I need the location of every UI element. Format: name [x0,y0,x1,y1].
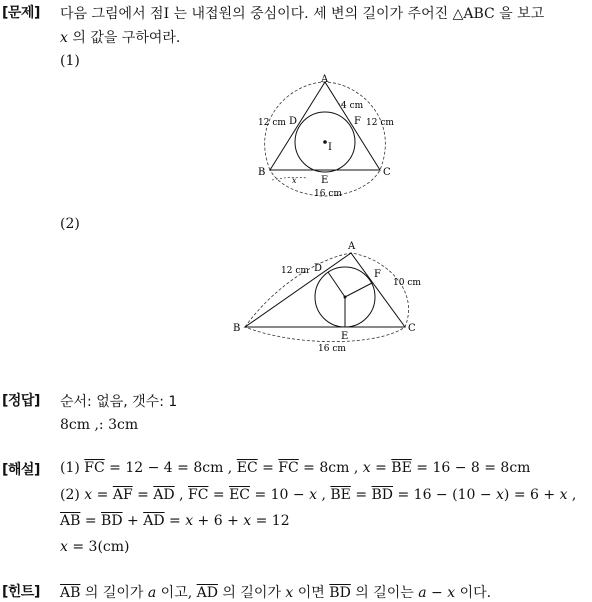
fig1-center-point [323,140,327,144]
answer-line-1: 순서: 없음, 갯수: 1 [60,394,178,410]
fig2-len-right: 10 cm [393,278,421,288]
solution-line-3: $\overline{AB} = \overline{BD} + \overline{AD} = x + 6 + x = 12$ [60,513,290,529]
answer-label: [정답] [2,393,40,409]
fig1-vertex-a: A [321,74,329,85]
fig1-point-e: E [321,175,329,186]
figure-2 [230,238,430,358]
fig2-triangle [245,253,405,327]
fig2-point-f: F [374,269,381,280]
fig1-vertex-b: B [258,167,266,178]
fig2-len-bottom: 16 cm [318,344,346,354]
fig1-len-bottom: 16 cm [314,189,342,199]
fig1-point-d: D [289,116,298,127]
fig2-vertex-c: C [408,323,416,334]
hint-line: $\overline{AB}$ 의 길이가 a 이고, $\overline{AD}$ 의 길이가 x 이면 $\overline{BD}$ 의 길이는 a − x 이다. [60,585,492,601]
fig2-vertex-a: A [348,241,356,252]
fig1-small-x: x [292,176,297,185]
fig2-len-left: 12 cm [281,266,309,276]
fig1-triangle [270,82,380,170]
solution-line-1: (1) $\overline{FC} = 12 - 4 = 8cm$ , $\overline{EC} = \overline{FC} = 8cm$ , $x = \overline{BE} = 16 - 8 = 8cm$ [60,460,531,476]
fig2-dashed-arc [245,253,409,342]
fig1-point-f: F [354,116,361,127]
part-2-label: (2) [60,216,80,232]
solution-line-4: x = 3(cm) [60,539,130,555]
fig1-vertex-c: C [383,167,391,178]
fig2-point-e: E [341,331,349,342]
fig1-center-i: I [328,142,332,153]
answer-line-2: 8cm ,: 3cm [60,417,139,433]
fig1-len-right: 12 cm [366,118,394,128]
problem-line-1: 다음 그림에서 점I 는 내접원의 중심이다. 세 변의 길이가 주어진 △ABC 을 보고 [60,6,545,22]
solution-line-2: (2) $x = \overline{AF} = \overline{AD}$ , $\overline{FC} = \overline{EC} = 10 - x$ , $\overline{BE} = \overline{BD} = 16 - (10 - x) = 6 + x$ , [60,487,577,503]
fig2-vertex-b: B [233,323,241,334]
solution-label: [해설] [2,462,40,478]
problem-label: [문제] [2,5,40,21]
fig1-len-left: 12 cm [258,118,286,128]
fig1-len-af: 4 cm [341,101,364,111]
hint-label: [힌트] [2,584,40,600]
figure-1 [245,70,405,200]
problem-line-2: x 의 값을 구하여라. [60,30,181,46]
part-1-label: (1) [60,53,80,69]
fig2-point-d: D [314,263,323,274]
